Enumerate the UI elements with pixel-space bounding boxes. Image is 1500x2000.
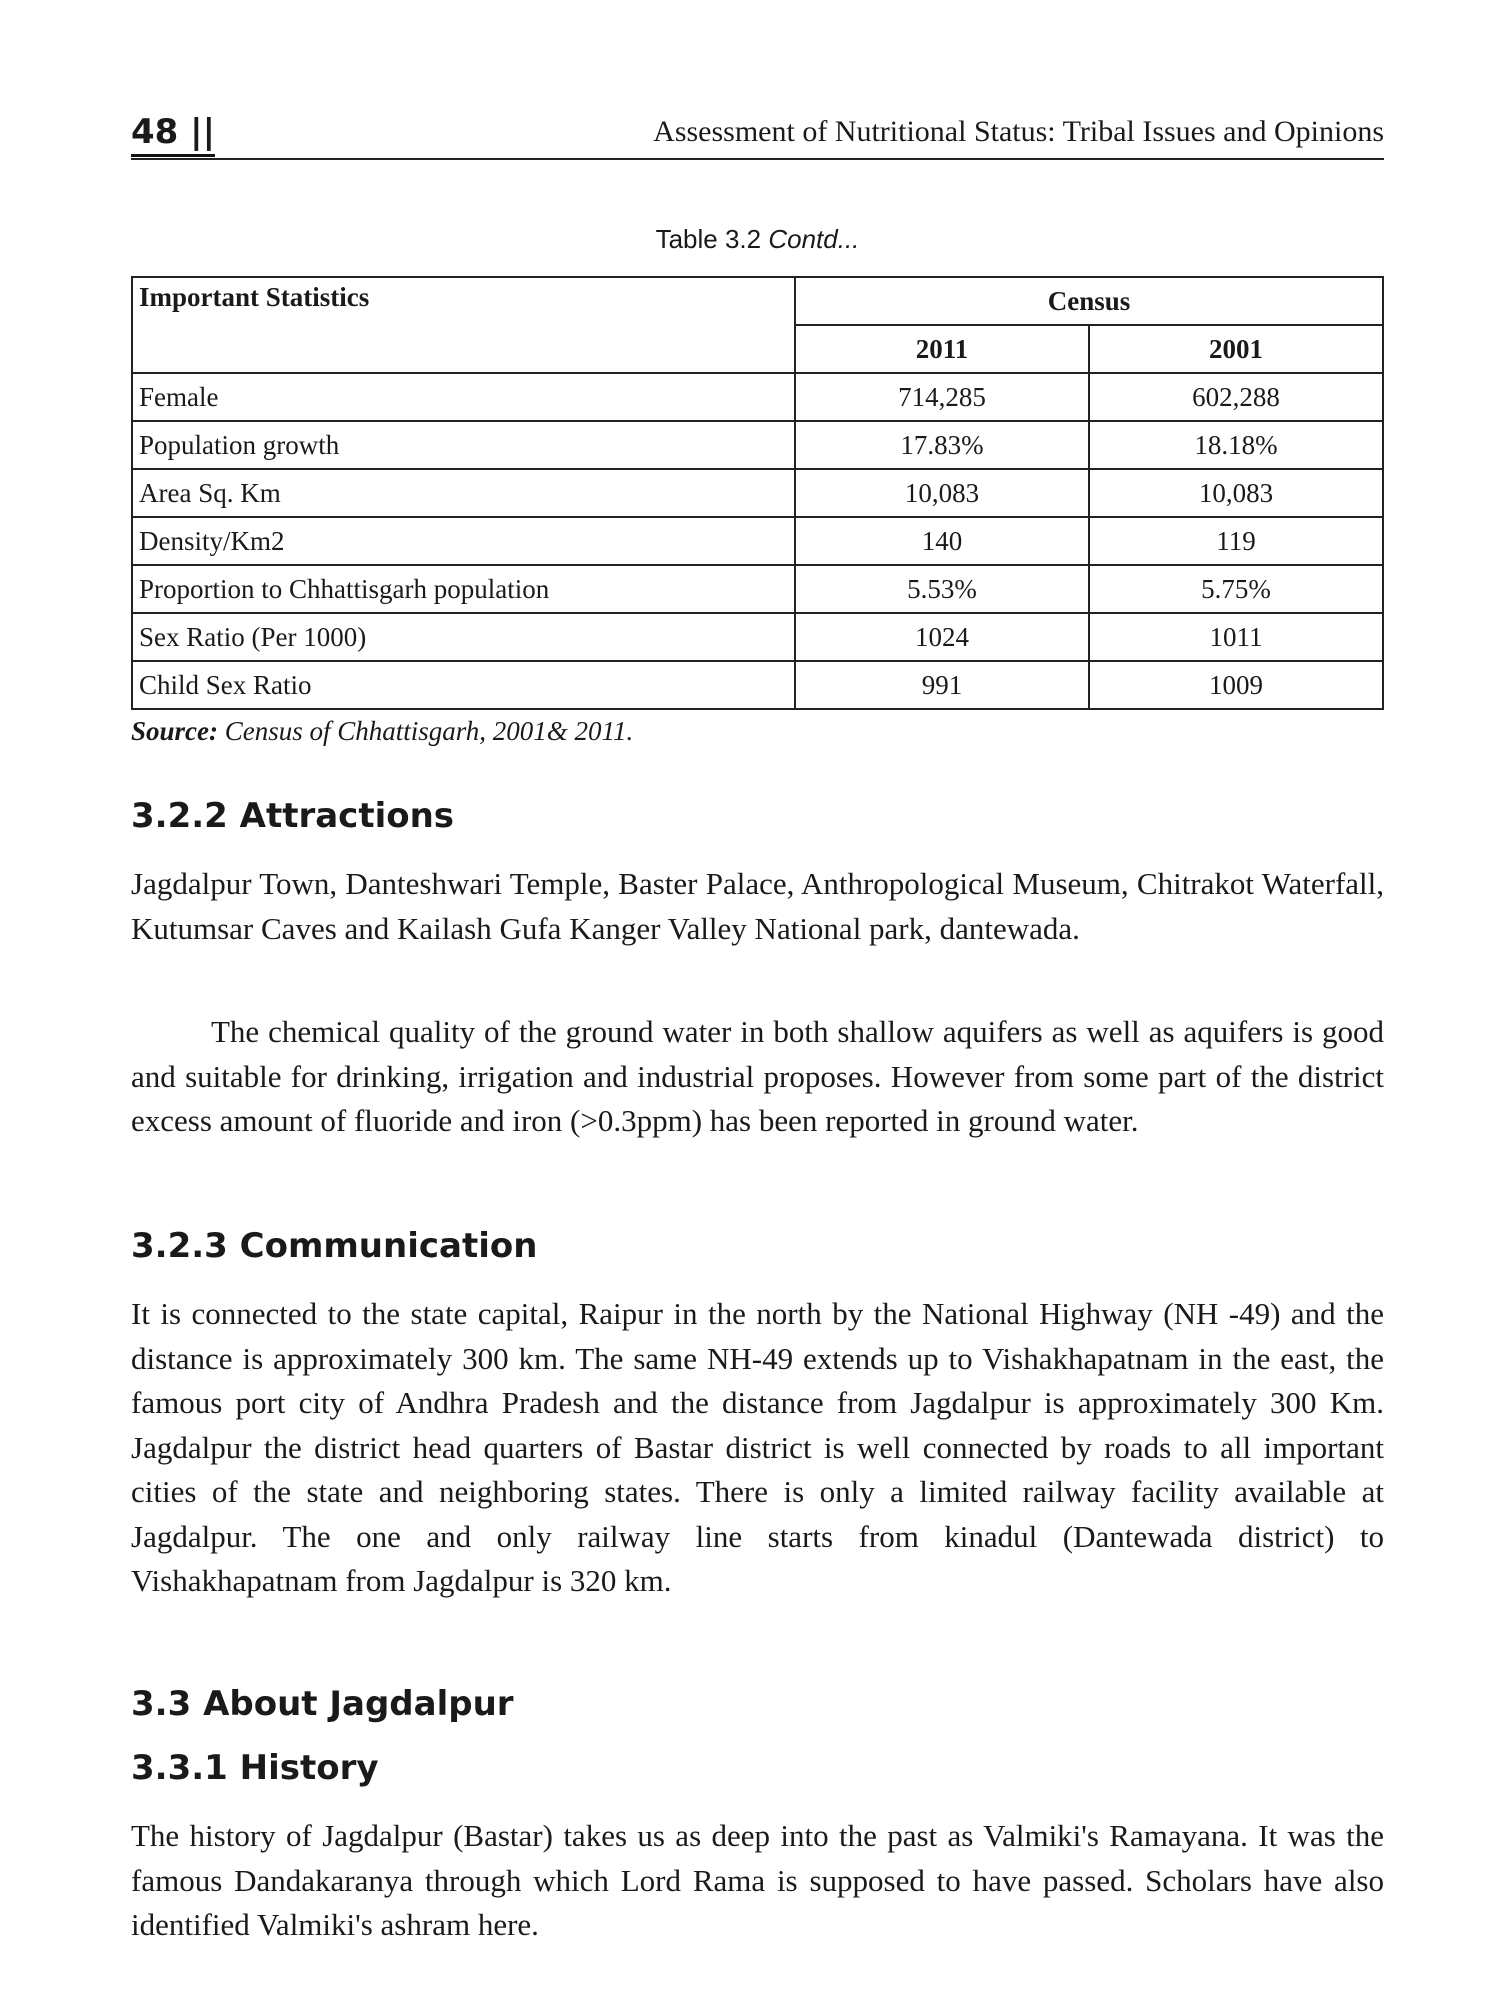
table-row [132, 661, 1383, 709]
table-caption-prefix: Table 3.2 [655, 224, 769, 254]
value-2001: 119 [1089, 517, 1383, 565]
row-label: Proportion to Chhattisgarh population [132, 565, 795, 613]
table-row [132, 469, 1383, 517]
value-2011: 991 [795, 661, 1089, 709]
statistics-table [131, 276, 1384, 710]
running-title: Assessment of Nutritional Status: Tribal Issues and Opinions [653, 115, 1384, 148]
history-paragraph: The history of Jagdalpur (Bastar) takes us as deep into the past as Valmiki's Ramayana. It was the famous Dandakaranya through which Lord Rama is supposed to have passed. Scholars have also identified Valmiki's ashram here. [131, 1818, 1384, 1942]
communication-heading: 3.2.3 Communication [131, 1226, 538, 1266]
row-label: Population growth [132, 421, 795, 469]
table-source [131, 716, 633, 747]
row-label: Density/Km2 [132, 517, 795, 565]
value-2001: 1009 [1089, 661, 1383, 709]
value-2001: 1011 [1089, 613, 1383, 661]
communication-paragraph: It is connected to the state capital, Raipur in the north by the National Highway (NH -49) and the distance is approximately 300 km. The same NH-49 extends up to Vishakhapatnam in the east, the famous port city of Andhra Pradesh and the distance from Jagdalpur is approximately 300 Km. Jagdalpur the district head quarters of Bastar district is well connected by roads to all important cities of the state and neighboring states. There is only a limited railway facility available at Jagdalpur. The one and only railway line starts from kinadul (Dantewada district) to Vishakhapatnam from Jagdalpur is 320 km. [131, 1296, 1384, 1598]
history-heading: 3.3.1 History [131, 1748, 379, 1788]
table-row [132, 421, 1383, 469]
value-2001: 10,083 [1089, 469, 1383, 517]
value-2001: 18.18% [1089, 421, 1383, 469]
row-label: Area Sq. Km [132, 469, 795, 517]
year-2011-header: 2011 [795, 325, 1089, 373]
value-2001: 5.75% [1089, 565, 1383, 613]
value-2011: 5.53% [795, 565, 1089, 613]
table-caption [131, 224, 1384, 255]
table-row [132, 517, 1383, 565]
value-2011: 10,083 [795, 469, 1089, 517]
table-row [132, 373, 1383, 421]
value-2011: 140 [795, 517, 1089, 565]
attractions-paragraph-2: The chemical quality of the ground water in both shallow aquifers as well as aquifers is good and suitable for drinking, irrigation and industrial proposes. However from some part of the district excess amount of fluoride and iron (>0.3ppm) has been reported in ground water. [131, 1014, 1384, 1138]
book-page [131, 0, 1384, 2000]
value-2011: 1024 [795, 613, 1089, 661]
table-caption-contd: Contd... [768, 224, 860, 254]
page-number: 48 || [131, 110, 215, 157]
table-header-row [132, 277, 1383, 325]
source-text: Census of Chhattisgarh, 2001& 2011. [218, 716, 634, 746]
row-label: Sex Ratio (Per 1000) [132, 613, 795, 661]
year-2001-header: 2001 [1089, 325, 1383, 373]
important-statistics-header: Important Statistics [132, 277, 795, 373]
attractions-paragraph-1: Jagdalpur Town, Danteshwari Temple, Baster Palace, Anthropological Museum, Chitrakot Waterfall, Kutumsar Caves and Kailash Gufa Kanger Valley National park, dantewada. [131, 866, 1384, 946]
attractions-heading: 3.2.2 Attractions [131, 796, 455, 836]
value-2011: 17.83% [795, 421, 1089, 469]
row-label: Female [132, 373, 795, 421]
census-header: Census [795, 277, 1383, 325]
about-jagdalpur-heading: 3.3 About Jagdalpur [131, 1684, 514, 1724]
value-2011: 714,285 [795, 373, 1089, 421]
table-row [132, 565, 1383, 613]
table-row [132, 613, 1383, 661]
row-label: Child Sex Ratio [132, 661, 795, 709]
page-header [131, 110, 1384, 160]
source-label: Source: [131, 716, 218, 746]
value-2001: 602,288 [1089, 373, 1383, 421]
